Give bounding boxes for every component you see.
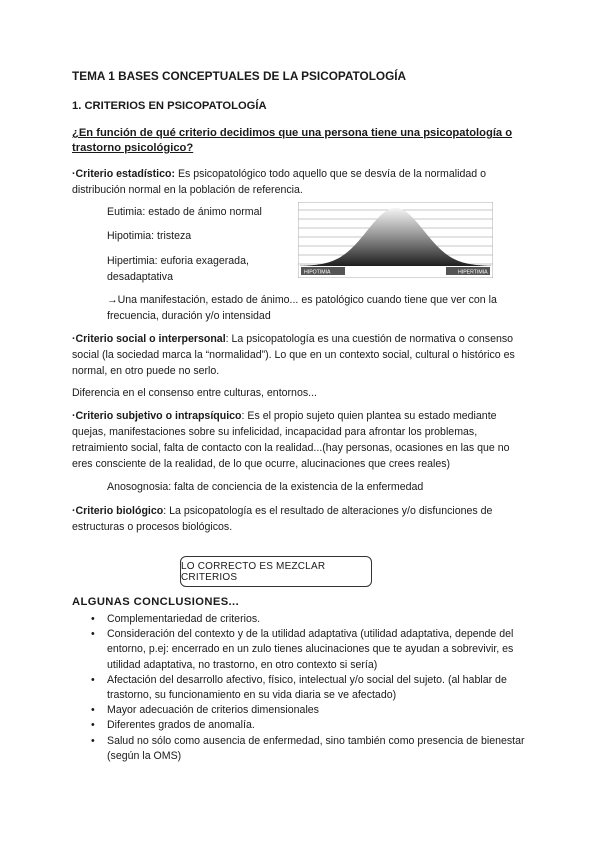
criterio-estadistico-label: ·Criterio estadístico: — [72, 168, 176, 180]
bullet-icon: • — [91, 613, 95, 625]
bullet-icon: • — [91, 673, 95, 686]
conclusions-heading: ALGUNAS CONCLUSIONES... — [72, 596, 240, 608]
anosognosia-text: Anosognosia: falta de conciencia de la existencia de la enfermedad — [107, 481, 424, 493]
arrow-note: →Una manifestación, estado de ánimo... es patológico cuando tiene que ver con la frecuencia, duración y/o intensidad — [107, 294, 497, 322]
list-item — [72, 703, 532, 718]
criterio-biologico — [72, 503, 530, 535]
hipotimia-text: Hipotimia: tristeza — [107, 230, 192, 242]
bullet-icon: • — [91, 628, 95, 641]
criterio-estadistico — [72, 166, 530, 198]
list-item — [72, 673, 532, 703]
list-item-text: Salud no sólo como ausencia de enfermedad, sino también como presencia de bienestar (según la OMS) — [107, 734, 525, 762]
list-item — [72, 627, 532, 673]
bullet-icon: • — [91, 704, 95, 717]
list-item — [72, 734, 532, 764]
criterio-social — [72, 331, 530, 379]
normal-distribution-chart — [298, 202, 493, 278]
hipertimia-axis-label: HIPERTIMIA — [458, 269, 488, 276]
diferencia-text: Diferencia en el consenso entre culturas, entornos... — [72, 387, 317, 399]
criterio-social-text: : La psicopatología es una cuestión de normativa o consenso social (la sociedad marca la “normalidad”). Lo que en un contexto social, cultural o histórico es normal, en otro puede no serlo. — [72, 333, 515, 377]
list-item-text: Complementariedad de criterios. — [107, 613, 261, 625]
criterio-social-label: ·Criterio social o interpersonal — [72, 333, 226, 345]
list-item-text: Mayor adecuación de criterios dimensionales — [107, 704, 319, 717]
list-item — [72, 612, 532, 627]
bullet-icon: • — [91, 734, 95, 747]
highlight-box: LO CORRECTO ES MEZCLAR CRITERIOS — [180, 556, 372, 587]
criterio-subjetivo — [72, 408, 530, 472]
eutimia-text: Eutimia: estado de ánimo normal — [107, 206, 262, 218]
criterio-estadistico-text: Es psicopatológico todo aquello que se desvía de la normalidad o distribución normal en la población de referencia. — [72, 168, 486, 196]
question-heading: ¿En función de qué criterio decidimos que una persona tiene una psicopatología o trastorno psicológico? — [72, 127, 513, 154]
criterio-subjetivo-text: : Es el propio sujeto quien plantea su estado mediante quejas, manifestaciones sobre su infelicidad, incapacidad para afrontar los problemas, retraimiento social, falta de contacto con la realidad...(hay personas, ocasiones en las que no eres consciente de la realidad, de lo que ocurre, alucinaciones que crees reales) — [72, 410, 510, 470]
criterio-biologico-label: ·Criterio biológico — [72, 505, 164, 517]
conclusions-list — [72, 612, 532, 764]
list-item-text: Diferentes grados de anomalía. — [107, 719, 255, 732]
hipertimia-text: Hipertimia: euforia exagerada, desadaptativa — [107, 255, 249, 283]
criterio-biologico-text: : La psicopatología es el resultado de alteraciones y/o disfunciones de estructuras o procesos biológicos. — [72, 505, 493, 533]
page-title: TEMA 1 BASES CONCEPTUALES DE LA PSICOPATOLOGÍA — [72, 69, 407, 83]
hipotimia-axis-label: HIPOTIMIA — [304, 269, 331, 276]
criterio-subjetivo-label: ·Criterio subjetivo o intrapsíquico — [72, 410, 242, 422]
list-item-text: Afectación del desarrollo afectivo, físico, intelectual y/o social del sujeto. (al hablar de trastorno, su funcionamiento en su vida diaria se ve afectado) — [107, 673, 507, 702]
bullet-icon: • — [91, 719, 95, 732]
list-item — [72, 718, 532, 733]
section-heading: 1. CRITERIOS EN PSICOPATOLOGÍA — [72, 100, 267, 112]
list-item-text: Consideración del contexto y de la utilidad adaptativa (utilidad adaptativa, depende del entorno, p.ej: encerrado en un zulo tienes alucinaciones que te ayudan a sobrevivir, es utilidad adaptativa, no trastorno, en otro contexto si sería) — [107, 628, 514, 671]
